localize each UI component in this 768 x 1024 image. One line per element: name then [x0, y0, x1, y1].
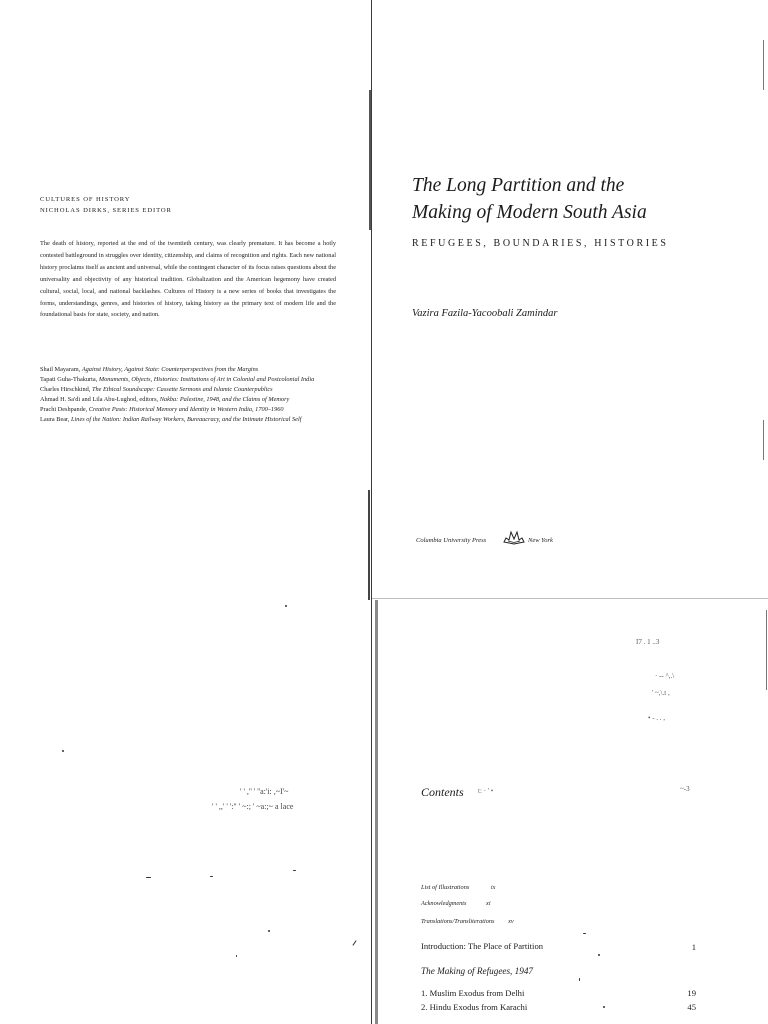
bleed-through-text: • - . . , [648, 714, 666, 722]
toc-entry-page: xv [508, 918, 514, 925]
publisher-name: Columbia University Press [416, 537, 487, 544]
book-title-line1: The Long Partition and the [412, 175, 625, 196]
toc-front-matter [421, 884, 495, 891]
book-entry: Ahmad H. Sa'di and Lila Abu-Lughod, editors, Nakba: Palestine, 1948, and the Claims of Memory [40, 395, 290, 403]
book-entry: Prachi Deshpande, Creative Pasts: Historical Memory and Identity in Western India, 1700–1960 [40, 405, 284, 413]
page-gutter-shadow [369, 90, 371, 230]
book-subtitle: REFUGEES, BOUNDARIES, HISTORIES [412, 238, 669, 249]
toc-entry-label: Acknowledgments [421, 900, 467, 907]
scan-speck [352, 940, 356, 945]
scan-speck [62, 750, 64, 752]
bleed-through-text: ' ~,\.t , [652, 689, 670, 697]
toc-front-matter [421, 900, 491, 907]
contents-heading: Contents [421, 785, 464, 799]
scan-speck [210, 876, 213, 877]
series-editor: NICHOLAS DIRKS, SERIES EDITOR [40, 207, 172, 214]
toc-entry-label: Translations/Transliterations [421, 918, 495, 925]
book-entry: Tapati Guha-Thakurta, Monuments, Objects, Histories: Institutions of Art in Colonial and Postcolonial India [40, 375, 315, 383]
scan-speck [146, 877, 151, 878]
toc-chapter: 2. Hindu Exodus from Karachi [421, 1002, 528, 1012]
page-gutter-line [371, 0, 372, 1024]
scan-speck [579, 978, 580, 981]
edge-mark [766, 610, 767, 690]
scan-speck [598, 954, 600, 956]
book-entry: Shail Mayaram, Against History, Against State: Counterperspectives from the Margins [40, 366, 259, 373]
scan-speck [583, 933, 586, 934]
publisher-crown-logo-icon [502, 528, 526, 546]
bleed-through-text: I7 . 1 ..3 [636, 638, 660, 646]
bleed-through-text: · -- ^,.\ [655, 672, 675, 680]
toc-introduction-page: 1 [691, 942, 696, 952]
publisher-city: New York [528, 537, 553, 544]
edge-mark [763, 420, 764, 460]
toc-chapter: 1. Muslim Exodus from Delhi [421, 988, 525, 998]
toc-part-title: The Making of Refugees, 1947 [421, 966, 534, 976]
toc-introduction: Introduction: The Place of Partition [421, 941, 544, 951]
scan-speck [293, 870, 296, 871]
series-header [40, 194, 172, 216]
scan-speck [236, 955, 237, 957]
toc-entry-label: List of Illustrations [421, 884, 470, 891]
toc-entry-page: ix [490, 884, 496, 891]
series-label: CULTURES OF HISTORY [40, 196, 131, 203]
bleed-through-text: t: · ' • [478, 787, 494, 795]
edge-mark [763, 40, 764, 90]
book-entry: Charles Hirschkind, The Ethical Soundscape: Cassette Sermons and Islamic Counterpublics [40, 385, 273, 393]
scan-speck [268, 930, 270, 932]
toc-front-matter [421, 918, 514, 925]
toc-chapter-page: 45 [687, 1002, 696, 1012]
toc-chapter-page: 19 [687, 988, 696, 998]
toc-entry-page: xi [486, 900, 491, 907]
book-entry: Laura Bear, Lines of the Nation: Indian Railway Workers, Bureaucracy, and the Intimate Historical Self [40, 415, 302, 423]
bleed-through-text: ' ' ,'' ' ''a:'i: ,~I'~ [240, 787, 289, 796]
bleed-through-text: ~-3 [680, 785, 690, 793]
book-title-line2: Making of Modern South Asia [412, 202, 647, 223]
page-gutter-shadow [375, 600, 378, 1024]
series-description: The death of history, reported at the end of the twentieth century, was clearly premature. It has become a hotly contested battleground in struggles over identity, citizenship, and claims of recognition and rights. Each new national history proclaims itself as ancient and universal, while the contingent character of its focus raises questions about the universality and objectivity of any historical tradition. Globalization and the American hegemony have created cultural, social, local, and national backlashes. Cultures of History is a new series of books that investigates the forms, understandings, genres, and histories of history, taking history as the primary text of modern life and the foundational basis for state, society, and nation. [40, 240, 336, 319]
scan-speck [285, 605, 287, 607]
series-book-list [40, 365, 340, 424]
book-title [412, 172, 732, 226]
scan-speck [603, 1006, 605, 1008]
page-separator [372, 598, 768, 599]
page-gutter-shadow [368, 490, 370, 600]
book-author: Vazira Fazila-Yacoobali Zamindar [412, 308, 558, 319]
bleed-through-text: ' ' ,,' ' ':" ' ~:; ' ~a:;~ a lace [212, 802, 294, 811]
